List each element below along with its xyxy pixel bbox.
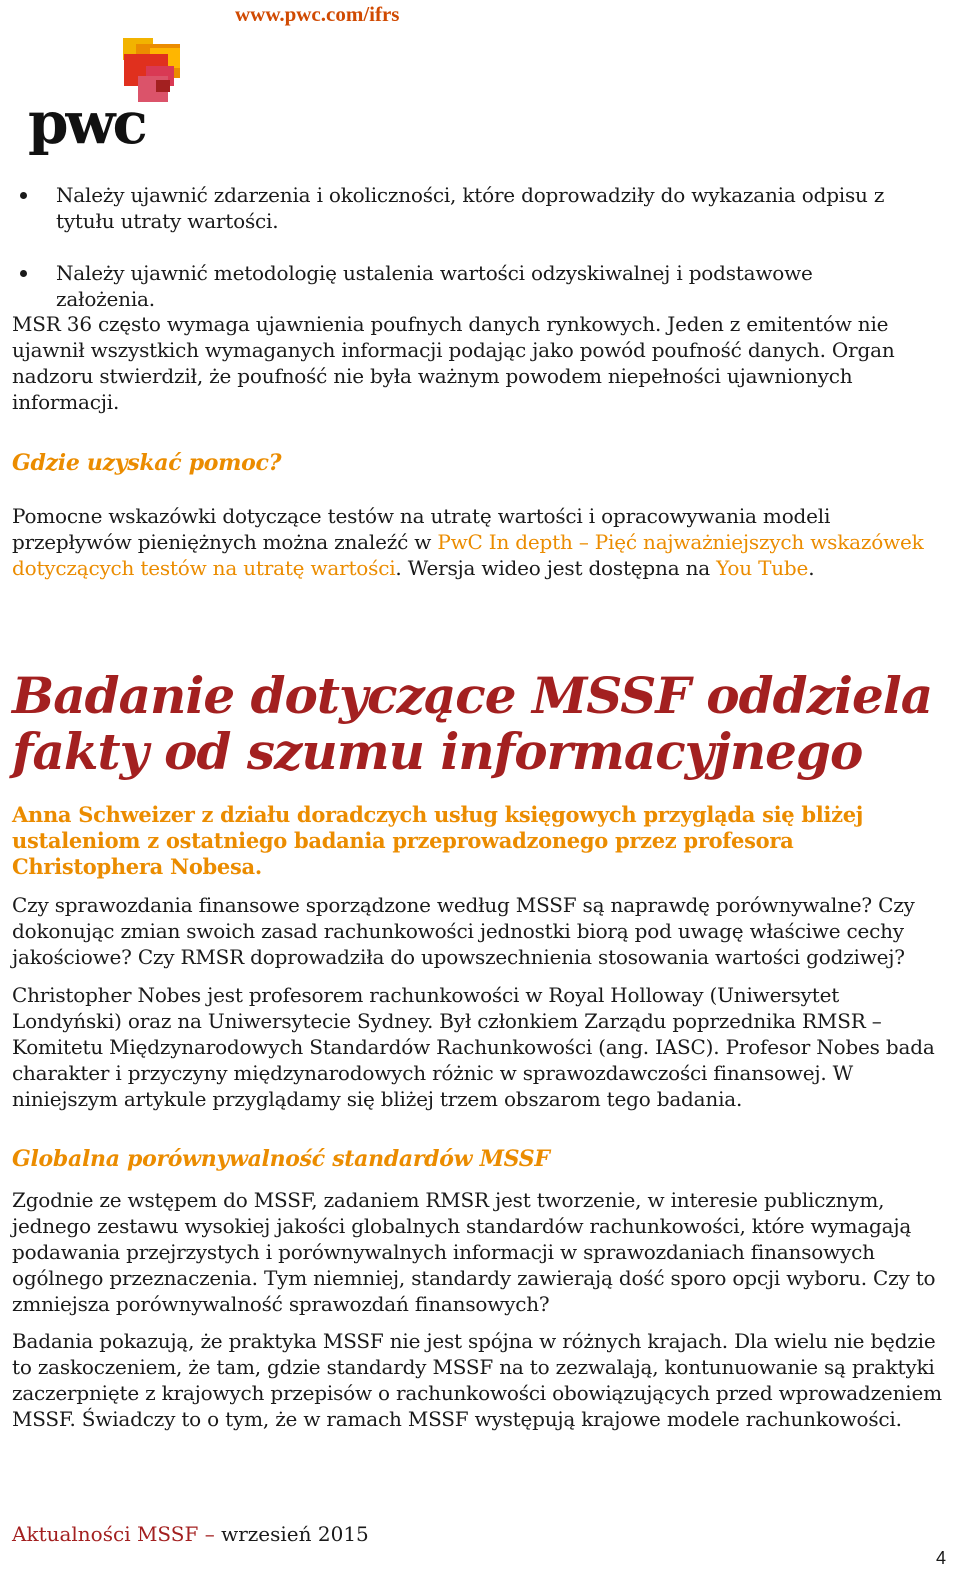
article-lead: Anna Schweizer z działu doradczych usług księgowych przygląda się bliżej ustaleniom z ostatniego badania przeprowadzonego przez profesora Christophera Nobesa. — [12, 802, 864, 879]
bullet-dot-icon — [20, 192, 27, 199]
list-item: Należy ujawnić metodologię ustalenia wartości odzyskiwalnej i podstawowe założenia. — [16, 260, 916, 312]
page-number: 4 — [936, 1548, 947, 1568]
article-title: Badanie dotyczące MSSF oddziela fakty od szumu informacyjnego — [12, 666, 933, 781]
list-item: Należy ujawnić zdarzenia i okoliczności, które doprowadziły do wykazania odpisu z tytułu utraty wartości. — [16, 182, 916, 234]
article-paragraph-1: Czy sprawozdania finansowe sporządzone według MSSF są naprawdę porównywalne? Czy dokonując zmian swoich zasad rachunkowości jednostki biorą pod uwagę właściwe cechy jakościowe? Czy RMSR doprowadziła do upowszechnienia stosowania wartości godziwej? — [12, 893, 915, 969]
bullet-dot-icon — [20, 270, 27, 277]
footer-publication-line: Aktualności MSSF – wrzesień 2015 — [12, 1522, 369, 1546]
confidentiality-paragraph: MSR 36 często wymaga ujawnienia poufnych danych rynkowych. Jeden z emitentów nie ujawnił wszystkich wymaganych informacji podając jako powód poufność danych. Organ nadzoru stwierdził, że poufność nie była ważnym powodem niepełności ujawnionych informacji. — [12, 312, 895, 414]
youtube-link[interactable]: You Tube — [716, 556, 809, 580]
pwc-in-depth-link[interactable]: PwC In depth – Pięć najważniejszych wskazówek dotyczących testów na utratę wartości — [12, 530, 924, 580]
article-paragraph-3: Zgodnie ze wstępem do MSSF, zadaniem RMSR jest tworzenie, w interesie publicznym, jednego zestawu wysokiej jakości globalnych standardów rachunkowości, które wymagają podawania przejrzystych i porównywalnych informacji w sprawozdaniach finansowych ogólnego przeznaczenia. Tym niemniej, standardy zawierają dość sporo opcji wyboru. Czy to zmniejsza porównywalność sprawozdań finansowych? — [12, 1188, 936, 1316]
article-paragraph-4: Badania pokazują, że praktyka MSSF nie jest spójna w różnych krajach. Dla wielu nie będzie to zaskoczeniem, że tam, gdzie standardy MSSF na to zezwalają, kontunuowanie są praktyki zaczerpnięte z krajowych przepisów o rachunkowości obowiązujących przed wprowadzeniem MSSF. Świadczy to o tym, że w ramach MSSF występują krajowe modele rachunkowości. — [12, 1329, 942, 1431]
pwc-ifrs-url-link[interactable]: www.pwc.com/ifrs — [235, 2, 400, 26]
article-paragraph-2: Christopher Nobes jest profesorem rachunkowości w Royal Holloway (Uniwersytet Londyński) oraz na Uniwersytecie Sydney. Był członkiem Zarządu poprzednika RMSR – Komitetu Międzynarodowych Standardów Rachunkowości (ang. IASC). Profesor Nobes bada charakter i przyczyny międzynarodowych różnic w sprawozdawczości finansowej. W niniejszym artykule przyglądamy się bliżej trzem obszarom tego badania. — [12, 983, 935, 1111]
footer-publication: Aktualności MSSF — [12, 1522, 199, 1546]
help-paragraph: Pomocne wskazówki dotyczące testów na utratę wartości i opracowywania modeli przepływów pieniężnych można znaleźć w PwC In depth – Pięć najważniejszych wskazówek dotyczących testów na utratę wartości. Wersja wideo jest dostępna na You Tube. — [12, 504, 924, 580]
pwc-logo — [26, 36, 186, 161]
pwc-logo-wordmark: pwc — [28, 89, 145, 157]
help-heading: Gdzie uzyskać pomoc? — [12, 450, 282, 476]
comparability-subheading: Globalna porównywalność standardów MSSF — [12, 1146, 550, 1172]
footer-date: wrzesień 2015 — [221, 1522, 369, 1546]
